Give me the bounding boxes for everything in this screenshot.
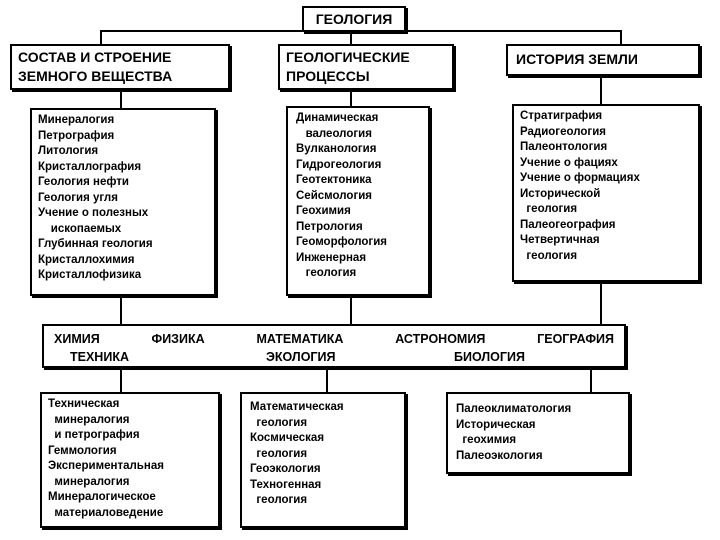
list-item: материаловедение — [48, 506, 164, 519]
connector-root-drop — [350, 30, 352, 44]
list-item: геология — [520, 203, 578, 215]
processes-title-line1: ГЕОЛОГИЧЕСКИЕ — [286, 49, 410, 65]
science-ecology: ЭКОЛОГИЯ — [266, 350, 336, 364]
list-item: геология — [520, 249, 578, 262]
list-item: Историческая — [456, 418, 536, 431]
list-item: и петрография — [48, 429, 140, 441]
list-item: геология — [250, 494, 308, 506]
sciences-line1 — [44, 330, 624, 348]
connector-right-mid — [600, 76, 602, 106]
connector-right-bottom — [600, 280, 602, 324]
list-item: Геммология — [48, 444, 117, 457]
sciences-box — [42, 324, 626, 368]
list-item: Экспериментальная — [48, 460, 164, 472]
list-item: геология — [250, 416, 308, 429]
connector-left-mid — [120, 88, 122, 110]
connector-sci-left — [120, 366, 122, 394]
list-item: Минералогия — [38, 114, 115, 126]
list-item: геология — [250, 447, 308, 460]
list-item: Петрография — [38, 129, 115, 142]
connector-sci-center — [326, 366, 328, 394]
connector-sci-right — [590, 366, 592, 392]
processes-title-line2: ПРОЦЕССЫ — [286, 68, 370, 84]
math-list — [250, 400, 404, 509]
list-item: Палеогеография — [520, 218, 616, 231]
list-item: Инженерная — [296, 251, 367, 264]
list-item: Глубинная геология — [38, 238, 153, 250]
list-item: Геоморфология — [296, 236, 388, 248]
list-item: Геология нефти — [38, 176, 129, 188]
science-chemistry: ХИМИЯ — [54, 332, 100, 346]
list-item: минералогия — [48, 475, 130, 488]
list-item: Динамическая — [296, 112, 379, 124]
composition-list — [38, 113, 214, 284]
list-item: Геохимия — [296, 205, 351, 217]
sciences-line2 — [44, 348, 624, 366]
list-item: Геология угля — [38, 191, 118, 204]
history-header — [506, 44, 700, 76]
list-item: минералогия — [48, 413, 130, 426]
list-item: Минералогическое — [48, 491, 156, 503]
paleo-list — [456, 402, 628, 464]
processes-list — [296, 111, 428, 282]
list-item: Учение о фациях — [520, 156, 618, 169]
composition-header — [10, 44, 230, 90]
composition-title-line2: ЗЕМНОГО ВЕЩЕСТВА — [18, 68, 173, 84]
history-list — [520, 109, 698, 264]
science-geography: ГЕОГРАФИЯ — [537, 332, 614, 346]
list-item: Учение о формациях — [520, 172, 640, 184]
science-math: МАТЕМАТИКА — [256, 332, 344, 346]
technical-box — [40, 392, 220, 528]
list-item: Палеонтология — [520, 141, 608, 153]
list-item: Геотектоника — [296, 174, 372, 186]
list-item: Четвертичная — [520, 234, 600, 246]
list-item: Радиогеология — [520, 125, 606, 138]
science-biology: БИОЛОГИЯ — [454, 350, 525, 364]
list-item: Палеоэкология — [456, 449, 543, 462]
composition-title-line1: СОСТАВ И СТРОЕНИЕ — [18, 49, 172, 65]
list-item: геохимия — [456, 434, 517, 446]
list-item: Кристаллохимия — [38, 253, 135, 266]
list-item: Учение о полезных — [38, 207, 149, 219]
list-item: Кристаллофизика — [38, 269, 142, 281]
list-item: Исторической — [520, 187, 601, 200]
list-item: Вулканология — [296, 143, 377, 155]
list-item: Литология — [38, 145, 99, 157]
list-item: Математическая — [250, 401, 344, 413]
math-box — [240, 392, 406, 528]
paleo-box — [446, 392, 630, 474]
history-list-box — [512, 104, 700, 282]
processes-header — [278, 44, 454, 90]
list-item: Кристаллография — [38, 160, 142, 173]
list-item: геология — [296, 267, 357, 279]
list-item: Сейсмология — [296, 189, 373, 202]
processes-list-box — [286, 106, 430, 296]
science-technology: ТЕХНИКА — [70, 350, 129, 364]
list-item: Геоэкология — [250, 463, 321, 475]
list-item: Стратиграфия — [520, 110, 603, 122]
list-item: Техническая — [48, 398, 120, 410]
root-box — [302, 6, 406, 32]
history-title: ИСТОРИЯ ЗЕМЛИ — [516, 51, 638, 67]
connector-left-bottom — [120, 295, 122, 325]
list-item: Космическая — [250, 432, 325, 444]
science-astronomy: АСТРОНОМИЯ — [395, 332, 486, 346]
list-item: ископаемых — [38, 222, 122, 235]
root-label: ГЕОЛОГИЯ — [315, 11, 393, 27]
technical-list — [48, 397, 218, 521]
list-item: валеология — [296, 127, 372, 140]
list-item: Петрология — [296, 220, 363, 233]
list-item: Гидрогеология — [296, 158, 382, 171]
list-item: Палеоклиматология — [456, 403, 572, 415]
connector-center-bottom — [350, 294, 352, 324]
composition-list-box — [30, 108, 216, 296]
science-physics: ФИЗИКА — [151, 332, 205, 346]
list-item: Техногенная — [250, 478, 322, 491]
